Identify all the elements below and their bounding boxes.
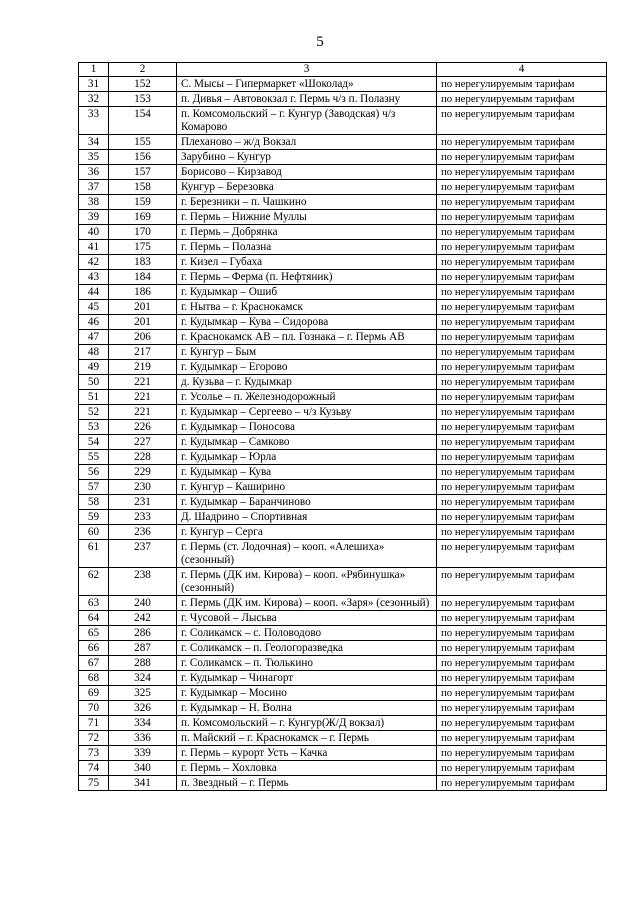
route-number-cell: 156	[109, 150, 177, 165]
route-number-cell: 287	[109, 641, 177, 656]
route-number-cell: 152	[109, 77, 177, 92]
route-number-cell: 186	[109, 285, 177, 300]
route-name-cell: г. Чусовой – Лысьва	[177, 611, 437, 626]
row-number-cell: 43	[79, 270, 109, 285]
tariff-cell: по нерегулируемым тарифам	[437, 240, 607, 255]
route-number-cell: 238	[109, 568, 177, 596]
route-name-cell: г. Соликамск – п. Геологоразведка	[177, 641, 437, 656]
table-row	[79, 77, 607, 92]
tariff-cell: по нерегулируемым тарифам	[437, 390, 607, 405]
tariff-cell: по нерегулируемым тарифам	[437, 510, 607, 525]
route-name-cell: п. Звездный – г. Пермь	[177, 776, 437, 791]
row-number-cell: 50	[79, 375, 109, 390]
route-name-cell: п. Комсомольский – г. Кунгур(Ж/Д вокзал)	[177, 716, 437, 731]
table-row	[79, 375, 607, 390]
page-number: 5	[316, 34, 324, 50]
table-row	[79, 92, 607, 107]
route-number-cell: 221	[109, 375, 177, 390]
row-number-cell: 42	[79, 255, 109, 270]
route-name-cell: г. Усолье – п. Железнодорожный	[177, 390, 437, 405]
tariff-cell: по нерегулируемым тарифам	[437, 270, 607, 285]
tariff-cell: по нерегулируемым тарифам	[437, 686, 607, 701]
route-name-cell: Борисово – Кирзавод	[177, 165, 437, 180]
tariff-cell: по нерегулируемым тарифам	[437, 195, 607, 210]
route-number-cell: 226	[109, 420, 177, 435]
route-number-cell: 341	[109, 776, 177, 791]
route-number-cell: 184	[109, 270, 177, 285]
route-name-cell: г. Пермь (ДК им. Кирова) – кооп. «Заря» (сезонный)	[177, 596, 437, 611]
column-header-1: 1	[79, 63, 109, 77]
tariff-cell: по нерегулируемым тарифам	[437, 776, 607, 791]
tariff-cell: по нерегулируемым тарифам	[437, 285, 607, 300]
route-name-cell: С. Мысы – Гипермаркет «Шоколад»	[177, 77, 437, 92]
tariff-cell: по нерегулируемым тарифам	[437, 540, 607, 568]
row-number-cell: 59	[79, 510, 109, 525]
route-number-cell: 286	[109, 626, 177, 641]
row-number-cell: 58	[79, 495, 109, 510]
table-row	[79, 480, 607, 495]
tariff-cell: по нерегулируемым тарифам	[437, 495, 607, 510]
route-name-cell: г. Кунгур – Серга	[177, 525, 437, 540]
row-number-cell: 63	[79, 596, 109, 611]
table-row	[79, 165, 607, 180]
table-row	[79, 510, 607, 525]
route-number-cell: 240	[109, 596, 177, 611]
row-number-cell: 36	[79, 165, 109, 180]
route-number-cell: 237	[109, 540, 177, 568]
route-name-cell: г. Соликамск – с. Половодово	[177, 626, 437, 641]
route-number-cell: 153	[109, 92, 177, 107]
route-name-cell: г. Пермь (ст. Лодочная) – кооп. «Алешиха» (сезонный)	[177, 540, 437, 568]
row-number-cell: 65	[79, 626, 109, 641]
route-name-cell: г. Кудымкар – Мосино	[177, 686, 437, 701]
route-name-cell: г. Пермь (ДК им. Кирова) – кооп. «Рябинушка» (сезонный)	[177, 568, 437, 596]
tariff-cell: по нерегулируемым тарифам	[437, 225, 607, 240]
route-number-cell: 201	[109, 315, 177, 330]
route-name-cell: г. Пермь – Нижние Муллы	[177, 210, 437, 225]
tariff-cell: по нерегулируемым тарифам	[437, 360, 607, 375]
tariff-cell: по нерегулируемым тарифам	[437, 300, 607, 315]
row-number-cell: 57	[79, 480, 109, 495]
table-row	[79, 345, 607, 360]
route-name-cell: г. Кунгур – Каширино	[177, 480, 437, 495]
table-row	[79, 540, 607, 568]
route-number-cell: 201	[109, 300, 177, 315]
route-name-cell: г. Кизел – Губаха	[177, 255, 437, 270]
tariff-cell: по нерегулируемым тарифам	[437, 761, 607, 776]
route-number-cell: 169	[109, 210, 177, 225]
route-name-cell: г. Кудымкар – Баранчиново	[177, 495, 437, 510]
route-name-cell: д. Кузьва – г. Кудымкар	[177, 375, 437, 390]
table-row	[79, 420, 607, 435]
table-row	[79, 450, 607, 465]
route-number-cell: 236	[109, 525, 177, 540]
tariff-cell: по нерегулируемым тарифам	[437, 92, 607, 107]
tariff-cell: по нерегулируемым тарифам	[437, 345, 607, 360]
tariff-cell: по нерегулируемым тарифам	[437, 210, 607, 225]
row-number-cell: 67	[79, 656, 109, 671]
route-number-cell: 159	[109, 195, 177, 210]
row-number-cell: 72	[79, 731, 109, 746]
table-row	[79, 761, 607, 776]
row-number-cell: 34	[79, 135, 109, 150]
tariff-cell: по нерегулируемым тарифам	[437, 435, 607, 450]
row-number-cell: 56	[79, 465, 109, 480]
table-row	[79, 180, 607, 195]
tariff-cell: по нерегулируемым тарифам	[437, 405, 607, 420]
route-name-cell: г. Кудымкар – Юрла	[177, 450, 437, 465]
row-number-cell: 41	[79, 240, 109, 255]
table-row	[79, 776, 607, 791]
tariff-cell: по нерегулируемым тарифам	[437, 641, 607, 656]
table-row	[79, 495, 607, 510]
route-name-cell: г. Кудымкар – Самково	[177, 435, 437, 450]
row-number-cell: 61	[79, 540, 109, 568]
route-number-cell: 229	[109, 465, 177, 480]
route-name-cell: г. Пермь – Добрянка	[177, 225, 437, 240]
route-number-cell: 325	[109, 686, 177, 701]
route-number-cell: 324	[109, 671, 177, 686]
route-number-cell: 326	[109, 701, 177, 716]
row-number-cell: 47	[79, 330, 109, 345]
tariff-cell: по нерегулируемым тарифам	[437, 611, 607, 626]
table-row	[79, 195, 607, 210]
route-number-cell: 175	[109, 240, 177, 255]
route-number-cell: 155	[109, 135, 177, 150]
table-row	[79, 360, 607, 375]
row-number-cell: 46	[79, 315, 109, 330]
tariff-cell: по нерегулируемым тарифам	[437, 746, 607, 761]
row-number-cell: 75	[79, 776, 109, 791]
route-name-cell: г. Нытва – г. Краснокамск	[177, 300, 437, 315]
column-header-4: 4	[437, 63, 607, 77]
route-name-cell: г. Кудымкар – Сергеево – ч/з Кузьву	[177, 405, 437, 420]
row-number-cell: 74	[79, 761, 109, 776]
tariff-cell: по нерегулируемым тарифам	[437, 525, 607, 540]
route-name-cell: г. Пермь – Полазна	[177, 240, 437, 255]
tariff-cell: по нерегулируемым тарифам	[437, 671, 607, 686]
table-row	[79, 225, 607, 240]
row-number-cell: 51	[79, 390, 109, 405]
row-number-cell: 73	[79, 746, 109, 761]
row-number-cell: 71	[79, 716, 109, 731]
table-row	[79, 656, 607, 671]
row-number-cell: 38	[79, 195, 109, 210]
tariff-cell: по нерегулируемым тарифам	[437, 135, 607, 150]
route-number-cell: 231	[109, 495, 177, 510]
route-name-cell: Кунгур – Березовка	[177, 180, 437, 195]
route-number-cell: 217	[109, 345, 177, 360]
table-row	[79, 746, 607, 761]
table-row	[79, 315, 607, 330]
table-row	[79, 701, 607, 716]
route-number-cell: 158	[109, 180, 177, 195]
row-number-cell: 40	[79, 225, 109, 240]
route-number-cell: 339	[109, 746, 177, 761]
table-row	[79, 330, 607, 345]
row-number-cell: 69	[79, 686, 109, 701]
row-number-cell: 37	[79, 180, 109, 195]
route-number-cell: 227	[109, 435, 177, 450]
row-number-cell: 45	[79, 300, 109, 315]
tariff-cell: по нерегулируемым тарифам	[437, 150, 607, 165]
tariff-cell: по нерегулируемым тарифам	[437, 107, 607, 135]
route-name-cell: г. Кудымкар – Кува – Сидорова	[177, 315, 437, 330]
row-number-cell: 44	[79, 285, 109, 300]
row-number-cell: 60	[79, 525, 109, 540]
table-row	[79, 390, 607, 405]
table-row	[79, 596, 607, 611]
route-number-cell: 288	[109, 656, 177, 671]
tariff-cell: по нерегулируемым тарифам	[437, 596, 607, 611]
route-name-cell: г. Кудымкар – Поносова	[177, 420, 437, 435]
table-row	[79, 716, 607, 731]
route-number-cell: 206	[109, 330, 177, 345]
route-number-cell: 157	[109, 165, 177, 180]
route-number-cell: 221	[109, 405, 177, 420]
row-number-cell: 66	[79, 641, 109, 656]
route-number-cell: 228	[109, 450, 177, 465]
route-name-cell: г. Кудымкар – Егорово	[177, 360, 437, 375]
tariff-cell: по нерегулируемым тарифам	[437, 180, 607, 195]
table-row	[79, 435, 607, 450]
route-name-cell: г. Кунгур – Бым	[177, 345, 437, 360]
row-number-cell: 48	[79, 345, 109, 360]
table-row	[79, 731, 607, 746]
route-number-cell: 219	[109, 360, 177, 375]
route-name-cell: г. Пермь – Ферма (п. Нефтяник)	[177, 270, 437, 285]
route-name-cell: Плеханово – ж/д Вокзал	[177, 135, 437, 150]
route-name-cell: п. Комсомольский – г. Кунгур (Заводская) ч/з Комарово	[177, 107, 437, 135]
tariff-cell: по нерегулируемым тарифам	[437, 375, 607, 390]
tariff-cell: по нерегулируемым тарифам	[437, 77, 607, 92]
route-name-cell: п. Майский – г. Краснокамск – г. Пермь	[177, 731, 437, 746]
tariff-cell: по нерегулируемым тарифам	[437, 716, 607, 731]
tariff-cell: по нерегулируемым тарифам	[437, 255, 607, 270]
route-name-cell: п. Дивья – Автовокзал г. Пермь ч/з п. Полазну	[177, 92, 437, 107]
table-row	[79, 285, 607, 300]
route-name-cell: г. Кудымкар – Кува	[177, 465, 437, 480]
table-row	[79, 107, 607, 135]
route-number-cell: 170	[109, 225, 177, 240]
row-number-cell: 62	[79, 568, 109, 596]
tariff-cell: по нерегулируемым тарифам	[437, 626, 607, 641]
route-number-cell: 233	[109, 510, 177, 525]
route-name-cell: Зарубино – Кунгур	[177, 150, 437, 165]
route-number-cell: 183	[109, 255, 177, 270]
table-row	[79, 255, 607, 270]
route-name-cell: Д. Шадрино – Спортивная	[177, 510, 437, 525]
route-name-cell: г. Пермь – Хохловка	[177, 761, 437, 776]
table-row	[79, 641, 607, 656]
route-name-cell: г. Березники – п. Чашкино	[177, 195, 437, 210]
table-row	[79, 525, 607, 540]
row-number-cell: 53	[79, 420, 109, 435]
table-row	[79, 671, 607, 686]
tariff-cell: по нерегулируемым тарифам	[437, 330, 607, 345]
row-number-cell: 49	[79, 360, 109, 375]
tariff-cell: по нерегулируемым тарифам	[437, 420, 607, 435]
route-number-cell: 230	[109, 480, 177, 495]
column-header-2: 2	[109, 63, 177, 77]
table-row	[79, 300, 607, 315]
tariff-cell: по нерегулируемым тарифам	[437, 450, 607, 465]
row-number-cell: 33	[79, 107, 109, 135]
table-row	[79, 465, 607, 480]
route-number-cell: 336	[109, 731, 177, 746]
tariff-cell: по нерегулируемым тарифам	[437, 315, 607, 330]
table-row	[79, 240, 607, 255]
row-number-cell: 39	[79, 210, 109, 225]
table-row	[79, 135, 607, 150]
row-number-cell: 54	[79, 435, 109, 450]
tariff-cell: по нерегулируемым тарифам	[437, 568, 607, 596]
route-number-cell: 221	[109, 390, 177, 405]
route-name-cell: г. Пермь – курорт Усть – Качка	[177, 746, 437, 761]
table-row	[79, 568, 607, 596]
table-row	[79, 405, 607, 420]
route-name-cell: г. Соликамск – п. Тюлькино	[177, 656, 437, 671]
tariff-cell: по нерегулируемым тарифам	[437, 465, 607, 480]
route-number-cell: 334	[109, 716, 177, 731]
tariff-cell: по нерегулируемым тарифам	[437, 480, 607, 495]
table-row	[79, 686, 607, 701]
row-number-cell: 31	[79, 77, 109, 92]
tariff-cell: по нерегулируемым тарифам	[437, 656, 607, 671]
row-number-cell: 55	[79, 450, 109, 465]
table-row	[79, 270, 607, 285]
route-name-cell: г. Кудымкар – Н. Волна	[177, 701, 437, 716]
table-row	[79, 611, 607, 626]
route-number-cell: 242	[109, 611, 177, 626]
tariff-cell: по нерегулируемым тарифам	[437, 165, 607, 180]
route-number-cell: 340	[109, 761, 177, 776]
row-number-cell: 52	[79, 405, 109, 420]
tariff-cell: по нерегулируемым тарифам	[437, 731, 607, 746]
table-row	[79, 150, 607, 165]
table-body	[79, 77, 607, 791]
route-name-cell: г. Кудымкар – Ошиб	[177, 285, 437, 300]
routes-table	[78, 62, 607, 791]
row-number-cell: 64	[79, 611, 109, 626]
route-number-cell: 154	[109, 107, 177, 135]
route-name-cell: г. Кудымкар – Чинагорт	[177, 671, 437, 686]
table-row	[79, 210, 607, 225]
header-row	[79, 63, 607, 77]
route-name-cell: г. Краснокамск АВ – пл. Гознака – г. Пермь АВ	[177, 330, 437, 345]
column-header-3: 3	[177, 63, 437, 77]
row-number-cell: 35	[79, 150, 109, 165]
row-number-cell: 70	[79, 701, 109, 716]
row-number-cell: 68	[79, 671, 109, 686]
table-row	[79, 626, 607, 641]
tariff-cell: по нерегулируемым тарифам	[437, 701, 607, 716]
row-number-cell: 32	[79, 92, 109, 107]
